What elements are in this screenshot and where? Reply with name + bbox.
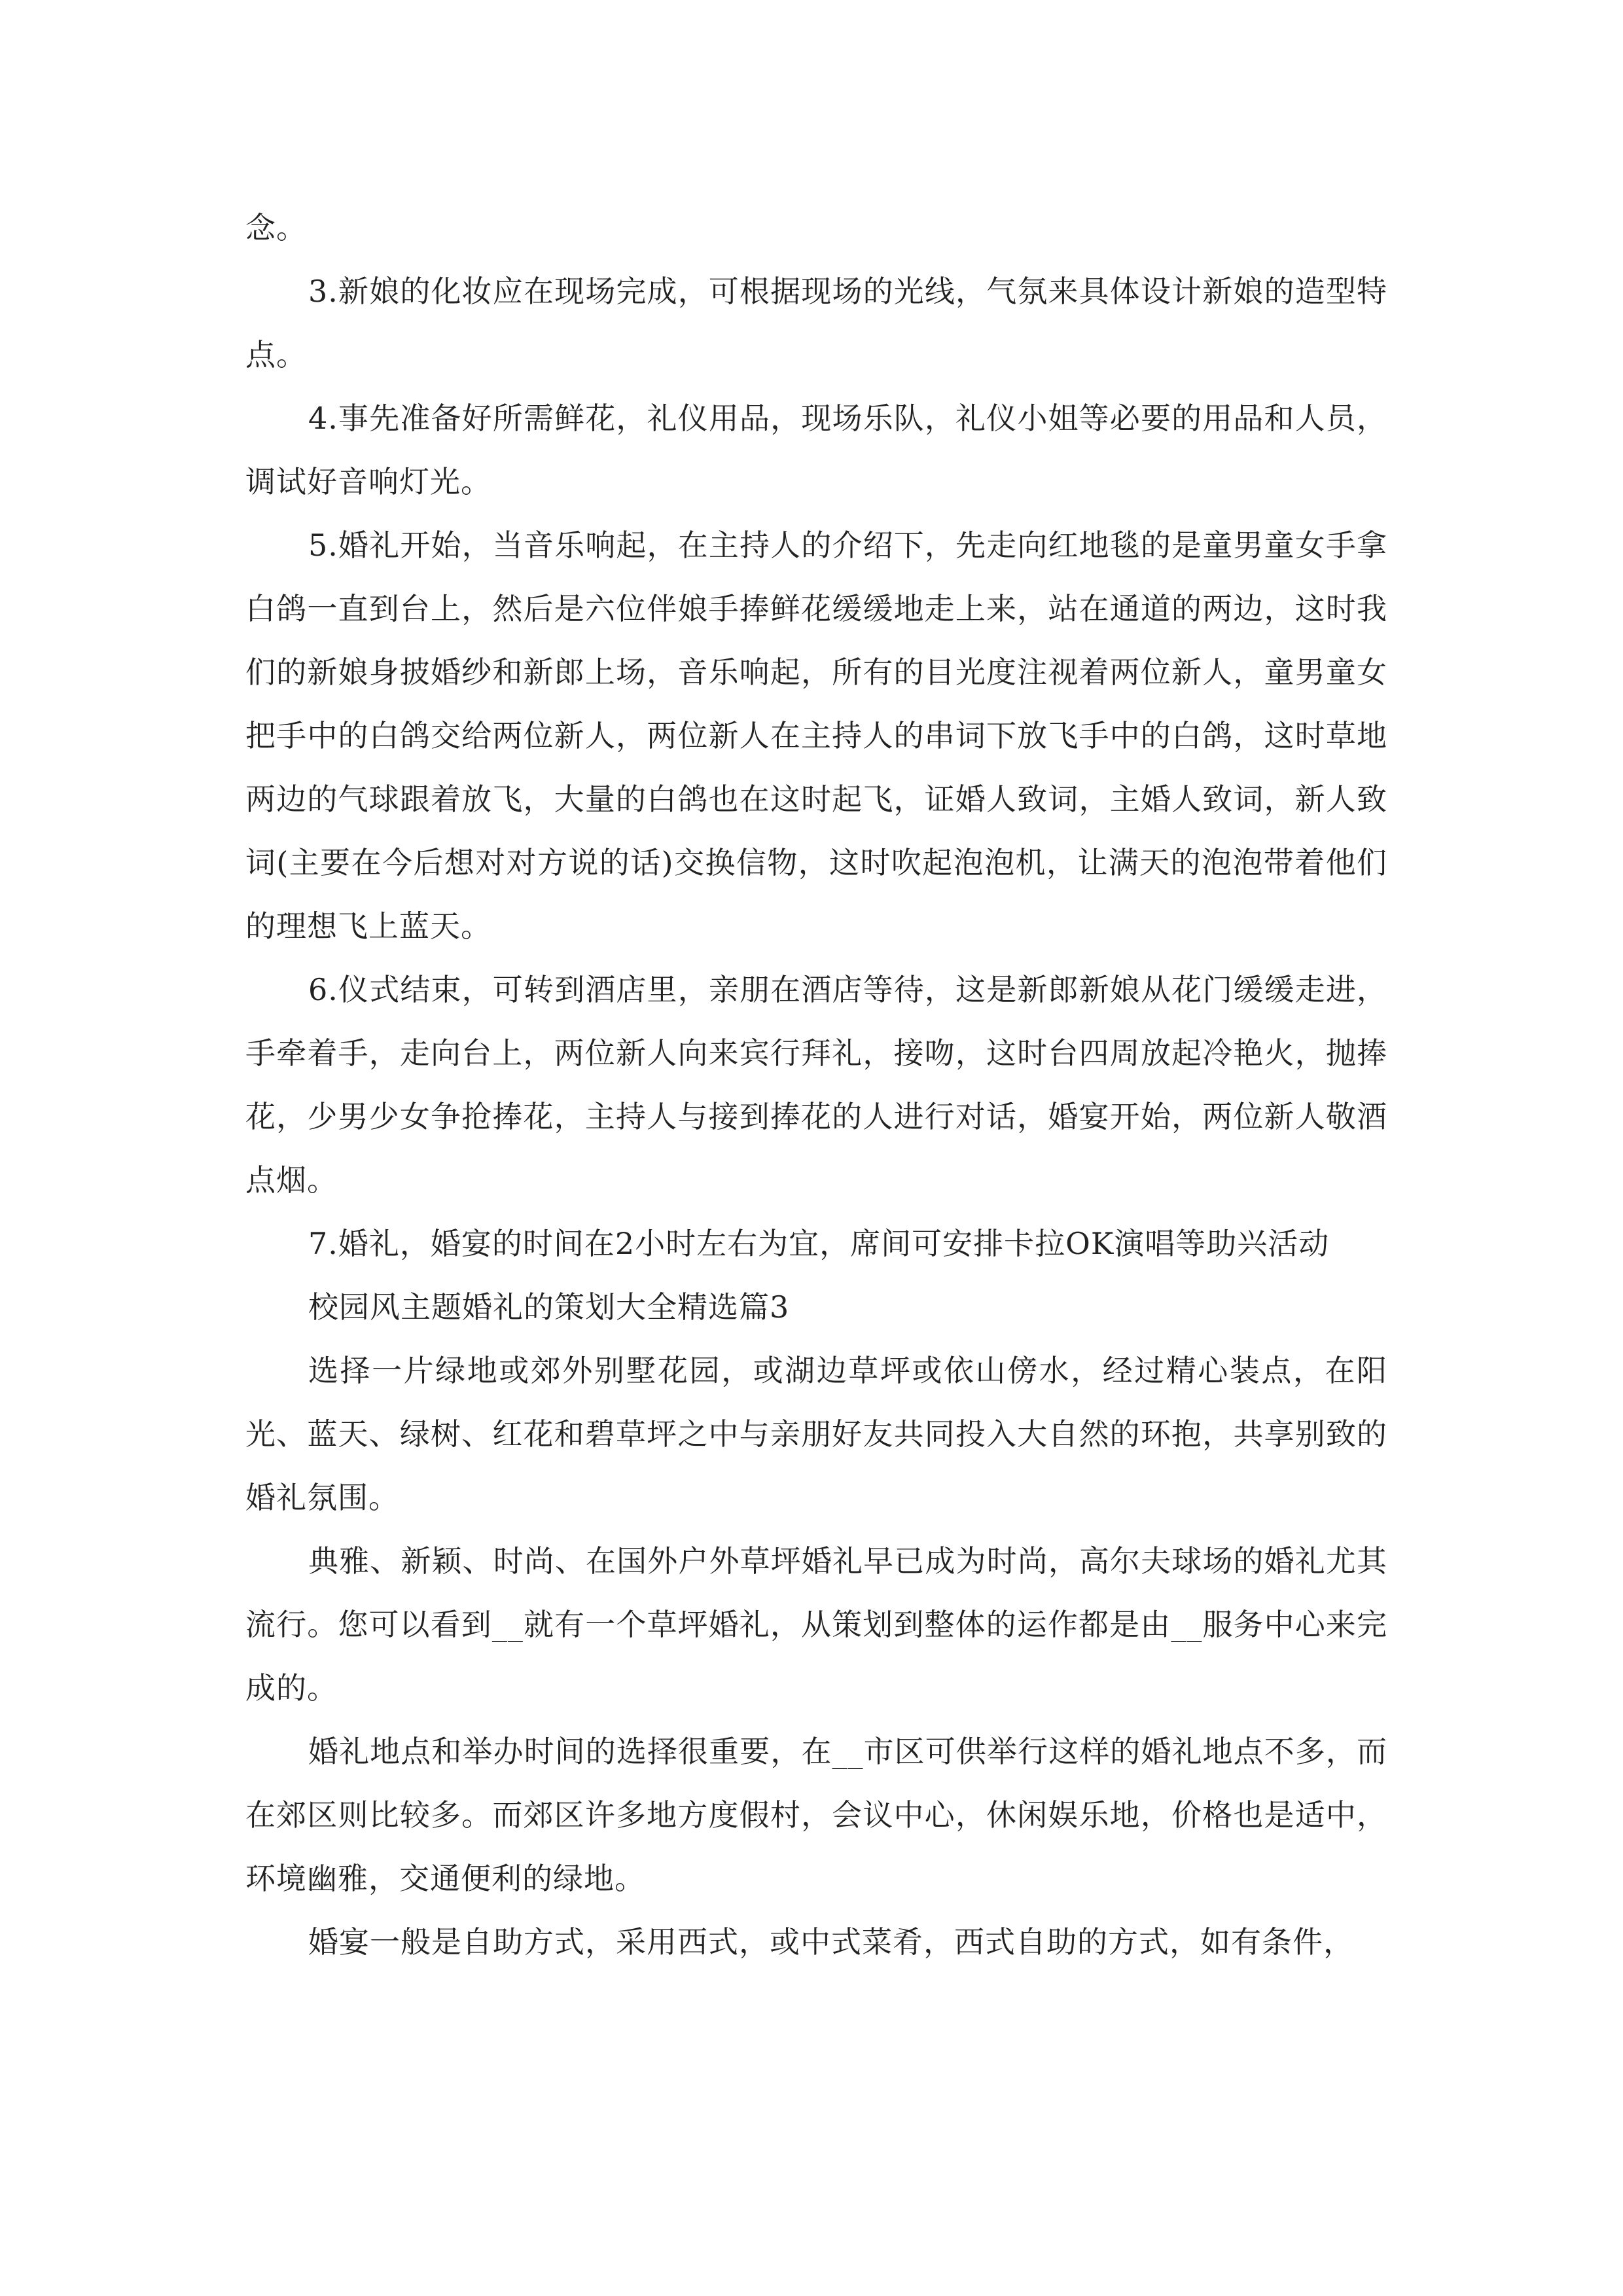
paragraph-step-5-ceremony: 5.婚礼开始，当音乐响起，在主持人的介绍下，先走向红地毯的是童男童女手拿白鸽一直到台上，然后是六位伴娘手捧鲜花缓缓地走上来，站在通道的两边，这时我们的新娘身披婚纱和新郎上场，音乐响起，所有的目光度注视着两位新人，童男童女把手中的白鸽交给两位新人，两位新人在主持人的串词下放飞手中的白鸽，这时草地两边的气球跟着放飞，大量的白鸽也在这时起飞，证婚人致词，主婚人致词，新人致词(主要在今后想对对方说的话)交换信物，这时吹起泡泡机，让满天的泡泡带着他们的理想飞上蓝天。 [245,528,1387,944]
document-body [245,196,1387,1974]
paragraph-venue-selection: 选择一片绿地或郊外别墅花园，或湖边草坪或依山傍水，经过精心装点，在阳光、蓝天、绿树、红花和碧草坪之中与亲朋好友共同投入大自然的环抱，共享别致的婚礼氛围。 [245,1353,1387,1515]
paragraph-banquet-style: 婚宴一般是自助方式，采用西式，或中式菜肴，西式自助的方式，如有条件， [308,1924,1354,1960]
section-heading: 校园风主题婚礼的策划大全精选篇3 [308,1289,790,1325]
paragraph-lawn-wedding: 典雅、新颖、时尚、在国外户外草坪婚礼早已成为时尚，高尔夫球场的婚礼尤其流行。您可以看到__就有一个草坪婚礼，从策划到整体的运作都是由__服务中心来完成的。 [245,1543,1387,1706]
paragraph-step-4-preparation: 4.事先准备好所需鲜花，礼仪用品，现场乐队，礼仪小姐等必要的用品和人员，调试好音响灯光。 [245,401,1387,499]
paragraph-continuation: 念。 [245,210,307,245]
paragraph-step-7-duration: 7.婚礼，婚宴的时间在2小时左右为宜，席间可安排卡拉OK演唱等助兴活动 [308,1226,1330,1261]
paragraph-step-3-makeup: 3.新娘的化妆应在现场完成，可根据现场的光线，气氛来具体设计新娘的造型特点。 [245,274,1387,372]
paragraph-step-6-banquet: 6.仪式结束，可转到酒店里，亲朋在酒店等待，这是新郎新娘从花门缓缓走进，手牵着手，走向台上，两位新人向来宾行拜礼，接吻，这时台四周放起冷艳火，抛捧花，少男少女争抢捧花，主持人与接到捧花的人进行对话，婚宴开始，两位新人敬酒点烟。 [245,972,1387,1198]
paragraph-location-timing: 婚礼地点和举办时间的选择很重要，在__市区可供举行这样的婚礼地点不多，而在郊区则比较多。而郊区许多地方度假村，会议中心，休闲娱乐地，价格也是适中，环境幽雅，交通便利的绿地。 [245,1734,1387,1896]
